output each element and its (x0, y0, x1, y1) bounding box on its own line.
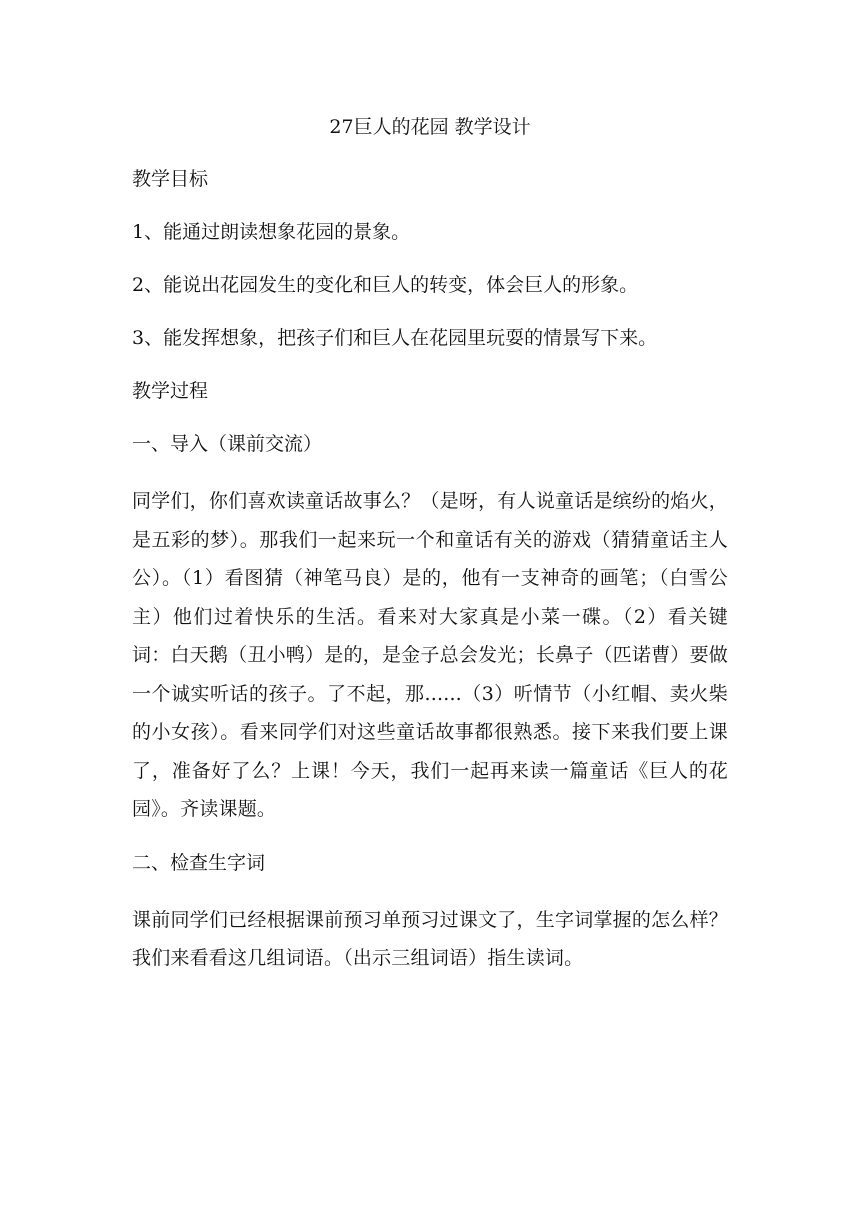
part2-heading: 二、检查生字词 (132, 851, 266, 874)
part2-paragraph: 课前同学们已经根据课前预习单预习过课文了，生字词掌握的怎么样？我们来看看这几组词语。（出示三组词语）指生读词。 (132, 908, 728, 969)
section-heading-process: 教学过程 (132, 380, 209, 402)
objective-item-1: 1、能通过朗读想象花园的景象。 (132, 221, 411, 243)
part1-heading: 一、导入（课前交流） (132, 433, 323, 455)
objective-item-3: 3、能发挥想象，把孩子们和巨人在花园里玩耍的情景写下来。 (132, 327, 658, 349)
objective-item-2: 2、能说出花园发生的变化和巨人的转变，体会巨人的形象。 (132, 274, 639, 296)
document-title: 27巨人的花园 教学设计 (329, 116, 531, 138)
section-heading-objectives: 教学目标 (132, 168, 209, 190)
part1-paragraph: 同学们，你们喜欢读童话故事么？（是呀，有人说童话是缤纷的焰火，是五彩的梦）。那我们一起来玩一个和童话有关的游戏（猜猜童话主人公）。（1）看图猜（神笔马良）是的，他有一支神奇的画笔；（白雪公主）他们过着快乐的生活。看来对大家真是小菜一碟。（2）看关键词：白天鹅（丑小鸭）是的，是金子总会发光；长鼻子（匹诺曹）要做一个诚实听话的孩子。了不起，那......（3）听情节（小红帽、卖火柴的小女孩）。看来同学们对这些童话故事都很熟悉。接下来我们要上课了，准备好了么？上课！今天，我们一起再来读一篇童话《巨人的花园》。齐读课题。 (132, 490, 728, 820)
